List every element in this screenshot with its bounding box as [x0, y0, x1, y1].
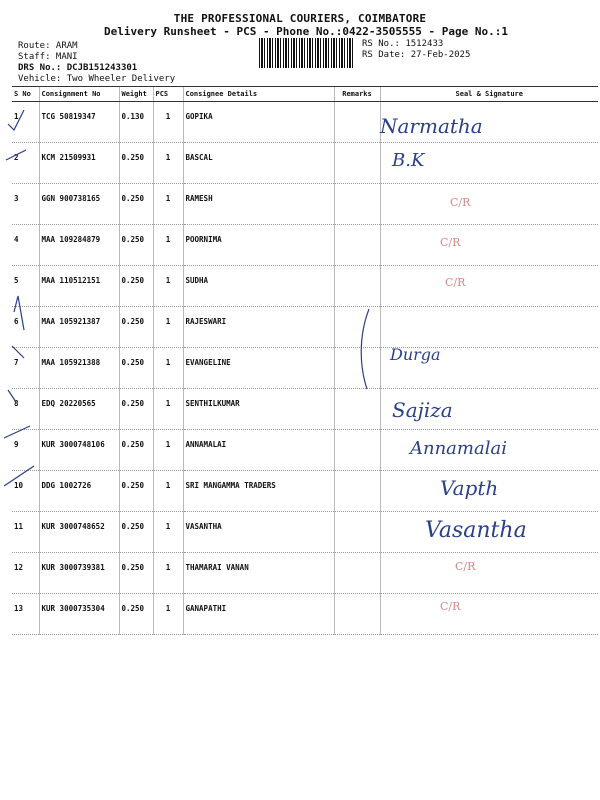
row-remarks	[334, 184, 380, 225]
col-header-sno: S No	[12, 87, 39, 102]
signature-row-1: Narmatha	[380, 114, 483, 138]
row-consignee: RAMESH	[183, 184, 334, 225]
row-pcs: 1	[153, 512, 183, 553]
row-weight: 0.250	[119, 143, 153, 184]
row-consignee: ANNAMALAI	[183, 430, 334, 471]
row-sno: 10	[12, 471, 39, 512]
row-signature	[380, 266, 598, 307]
runsheet-subtitle: Delivery Runsheet - PCS - Phone No.:0422-3505555 - Page No.:1	[104, 25, 508, 38]
table-row	[12, 348, 598, 389]
row-consignee: GOPIKA	[183, 102, 334, 143]
row-remarks	[334, 471, 380, 512]
row-consignment: KUR 3000748106	[39, 430, 119, 471]
row-signature	[380, 553, 598, 594]
col-header-pcs: PCS	[153, 87, 183, 102]
row-remarks	[334, 430, 380, 471]
row-weight: 0.250	[119, 348, 153, 389]
tick-stroke-icon	[8, 390, 16, 402]
row-pcs: 1	[153, 266, 183, 307]
col-header-remarks: Remarks	[334, 87, 380, 102]
col-header-consignee: Consignee Details	[183, 87, 334, 102]
row-consignee: RAJESWARI	[183, 307, 334, 348]
row-weight: 0.250	[119, 594, 153, 635]
row-remarks	[334, 512, 380, 553]
col-header-consignment: Consignment No	[39, 87, 119, 102]
row-consignment: GGN 900738165	[39, 184, 119, 225]
signature-row-13: C/R	[440, 600, 461, 613]
row-pcs: 1	[153, 471, 183, 512]
row-consignee: GANAPATHI	[183, 594, 334, 635]
row-remarks	[334, 143, 380, 184]
tick-stroke-icon	[4, 426, 30, 438]
row-consignee: BASCAL	[183, 143, 334, 184]
table-row	[12, 553, 598, 594]
row-weight: 0.250	[119, 471, 153, 512]
row-weight: 0.250	[119, 553, 153, 594]
signature-row-3: C/R	[450, 196, 471, 209]
row-pcs: 1	[153, 389, 183, 430]
route-field: Route: ARAM	[18, 41, 78, 51]
table-row	[12, 225, 598, 266]
row-weight: 0.250	[119, 430, 153, 471]
row-weight: 0.250	[119, 389, 153, 430]
row-consignment: KUR 3000748652	[39, 512, 119, 553]
table-row	[12, 266, 598, 307]
row-consignment: MAA 105921387	[39, 307, 119, 348]
row-consignee: EVANGELINE	[183, 348, 334, 389]
row-consignment: KUR 3000735304	[39, 594, 119, 635]
row-pcs: 1	[153, 102, 183, 143]
row-sno: 2	[12, 143, 39, 184]
row-consignee: VASANTHA	[183, 512, 334, 553]
row-remarks	[334, 553, 380, 594]
row-pcs: 1	[153, 553, 183, 594]
remarks-bracket-mark	[355, 305, 385, 395]
runsheet-title: THE PROFESSIONAL COURIERS, COIMBATORE	[173, 12, 427, 25]
vehicle-field: Vehicle: Two Wheeler Delivery	[18, 74, 176, 84]
rs-date: RS Date: 27-Feb-2025	[362, 50, 471, 60]
row-weight: 0.250	[119, 307, 153, 348]
row-remarks	[334, 266, 380, 307]
signature-row-5: C/R	[445, 276, 466, 289]
signature-row-2: B.K	[392, 150, 425, 171]
col-header-weight: Weight	[119, 87, 153, 102]
table-row	[12, 471, 598, 512]
row-signature	[380, 184, 598, 225]
row-pcs: 1	[153, 307, 183, 348]
signature-row-4: C/R	[440, 236, 461, 249]
row-weight: 0.250	[119, 225, 153, 266]
signature-row-9: Annamalai	[410, 438, 507, 459]
check-icon	[8, 110, 24, 130]
row-signature	[380, 225, 598, 266]
row-sno: 13	[12, 594, 39, 635]
row-remarks	[334, 225, 380, 266]
signature-row-12: C/R	[455, 560, 476, 573]
tick-stroke-icon	[12, 346, 24, 358]
row-weight: 0.250	[119, 512, 153, 553]
table-header-row	[12, 87, 598, 102]
row-consignee: THAMARAI VANAN	[183, 553, 334, 594]
row-sno: 9	[12, 430, 39, 471]
row-remarks	[334, 102, 380, 143]
row-sno: 6	[12, 307, 39, 348]
row-signature	[380, 594, 598, 635]
row-consignment: MAA 109284879	[39, 225, 119, 266]
row-sno: 3	[12, 184, 39, 225]
signature-row-10: Vapth	[440, 476, 499, 500]
row-consignment: KCM 21509931	[39, 143, 119, 184]
row-sno: 5	[12, 266, 39, 307]
table-row	[12, 307, 598, 348]
row-remarks	[334, 594, 380, 635]
tick-stroke-icon	[4, 466, 34, 486]
row-consignment: KUR 3000739381	[39, 553, 119, 594]
row-sno: 1	[12, 102, 39, 143]
row-sno: 4	[12, 225, 39, 266]
row-consignee: POORNIMA	[183, 225, 334, 266]
table-row	[12, 102, 598, 143]
row-sno: 11	[12, 512, 39, 553]
row-sno: 12	[12, 553, 39, 594]
rs-number: RS No.: 1512433	[362, 39, 444, 49]
row-consignee: SRI MANGAMMA TRADERS	[183, 471, 334, 512]
table-row	[12, 430, 598, 471]
col-header-signature: Seal & Signature	[380, 87, 598, 102]
row-sno: 7	[12, 348, 39, 389]
signature-row-8: Sajiza	[392, 398, 453, 422]
bracket-icon	[361, 309, 369, 389]
staff-field: Staff: MANI	[18, 52, 78, 62]
runsheet-table	[12, 86, 598, 635]
row-pcs: 1	[153, 225, 183, 266]
signature-row-11: Vasantha	[425, 518, 527, 543]
row-consignment: EDQ 20220565	[39, 389, 119, 430]
row-pcs: 1	[153, 348, 183, 389]
row-sno: 8	[12, 389, 39, 430]
signature-row-7: Durga	[390, 345, 441, 364]
row-pcs: 1	[153, 143, 183, 184]
tick-stroke-icon	[14, 296, 24, 330]
row-consignee: SENTHILKUMAR	[183, 389, 334, 430]
row-pcs: 1	[153, 594, 183, 635]
table-row	[12, 143, 598, 184]
row-consignee: SUDHA	[183, 266, 334, 307]
row-weight: 0.250	[119, 266, 153, 307]
table-row	[12, 389, 598, 430]
row-pcs: 1	[153, 184, 183, 225]
drs-number: DRS No.: DCJB151243301	[18, 63, 138, 73]
table-row	[12, 184, 598, 225]
row-consignment: TCG 50819347	[39, 102, 119, 143]
row-weight: 0.250	[119, 184, 153, 225]
row-consignment: DDG 1002726	[39, 471, 119, 512]
row-consignment: MAA 105921388	[39, 348, 119, 389]
table-row	[12, 594, 598, 635]
tick-stroke-icon	[6, 150, 26, 160]
row-consignment: MAA 110512151	[39, 266, 119, 307]
barcode	[259, 38, 355, 68]
row-weight: 0.130	[119, 102, 153, 143]
row-signature	[380, 307, 598, 348]
row-pcs: 1	[153, 430, 183, 471]
tick-marks	[0, 90, 40, 510]
